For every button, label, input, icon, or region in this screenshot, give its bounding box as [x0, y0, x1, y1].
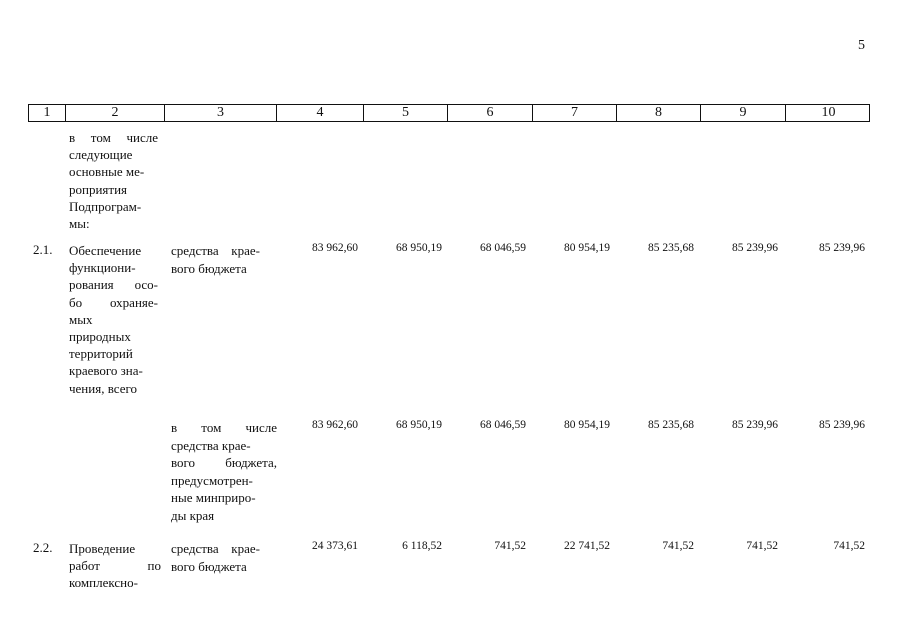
row-source-line: ды края	[171, 507, 215, 523]
row-value-col6: 68 046,59	[480, 419, 526, 431]
header-col-9: 9	[700, 105, 785, 121]
row-name	[69, 242, 158, 397]
row-value-col9: 85 239,96	[732, 419, 778, 431]
row-name-line: территорий	[69, 346, 133, 362]
row-value-col6: 68 046,59	[480, 242, 526, 254]
intro-line: роприятия	[69, 181, 128, 197]
row-number: 2.1.	[33, 242, 53, 257]
row-value-col5: 6 118,52	[402, 540, 442, 552]
row-value-col8: 741,52	[662, 540, 694, 552]
row-value-col10: 741,52	[833, 540, 865, 552]
header-col-4: 4	[276, 105, 363, 121]
row-source-line: ные минприро-	[171, 490, 256, 506]
header-col-1: 1	[43, 105, 51, 120]
row-name-line: Обеспечение	[69, 243, 142, 258]
row-name	[69, 540, 161, 592]
row-value-col7: 22 741,52	[564, 540, 610, 552]
intro-line: Подпрограм-	[69, 198, 142, 214]
header-col-6: 6	[447, 105, 532, 121]
row-name-line: мых	[69, 311, 93, 327]
row-name-line: рования осо-	[69, 277, 158, 293]
row-number: 2.2.	[33, 540, 53, 555]
header-col-3: 3	[164, 105, 276, 121]
row-value-col10: 85 239,96	[819, 242, 865, 254]
row-name-line: работ по	[69, 558, 161, 574]
intro-line: следующие	[69, 147, 133, 163]
row-source-line: вого бюджета,	[171, 455, 277, 471]
row-name-line: чения, всего	[69, 380, 137, 396]
intro-text	[69, 129, 158, 232]
row-source-line: средства крае-	[171, 243, 260, 258]
row-source-line: средства крае-	[171, 541, 260, 556]
row-name-line: Проведение	[69, 541, 136, 556]
page-number: 5	[858, 38, 865, 53]
intro-line: основные ме-	[69, 164, 145, 180]
row-value-col5: 68 950,19	[396, 242, 442, 254]
row-value-col8: 85 235,68	[648, 419, 694, 431]
row-value-col9: 741,52	[746, 540, 778, 552]
row-source	[171, 419, 277, 525]
row-name-line: краевого зна-	[69, 363, 143, 379]
row-value-col7: 80 954,19	[564, 242, 610, 254]
row-source-line: предусмотрен-	[171, 472, 253, 488]
header-col-2: 2	[65, 105, 164, 121]
row-value-col4: 83 962,60	[312, 242, 358, 254]
row-source-line: в том числе	[171, 420, 277, 435]
header-col-10: 10	[785, 105, 871, 121]
row-value-col8: 85 235,68	[648, 242, 694, 254]
row-name-line: комплексно-	[69, 575, 138, 591]
row-value-col6: 741,52	[494, 540, 526, 552]
row-name-line: бо охраняе-	[69, 294, 158, 310]
row-name-line: природных	[69, 329, 131, 345]
row-name-line: функциони-	[69, 260, 136, 276]
row-value-col9: 85 239,96	[732, 242, 778, 254]
row-source	[171, 242, 260, 277]
header-col-5: 5	[363, 105, 447, 121]
header-col-8: 8	[616, 105, 700, 121]
table-header-row	[28, 104, 870, 122]
intro-line: мы:	[69, 216, 90, 232]
row-value-col10: 85 239,96	[819, 419, 865, 431]
row-source-line: вого бюджета	[171, 558, 247, 574]
intro-line: в том числе	[69, 130, 158, 145]
row-source	[171, 540, 260, 575]
row-value-col7: 80 954,19	[564, 419, 610, 431]
header-col-7: 7	[532, 105, 616, 121]
row-value-col4: 83 962,60	[312, 419, 358, 431]
row-value-col5: 68 950,19	[396, 419, 442, 431]
row-value-col4: 24 373,61	[312, 540, 358, 552]
row-source-line: средства крае-	[171, 437, 251, 453]
row-source-line: вого бюджета	[171, 260, 247, 276]
